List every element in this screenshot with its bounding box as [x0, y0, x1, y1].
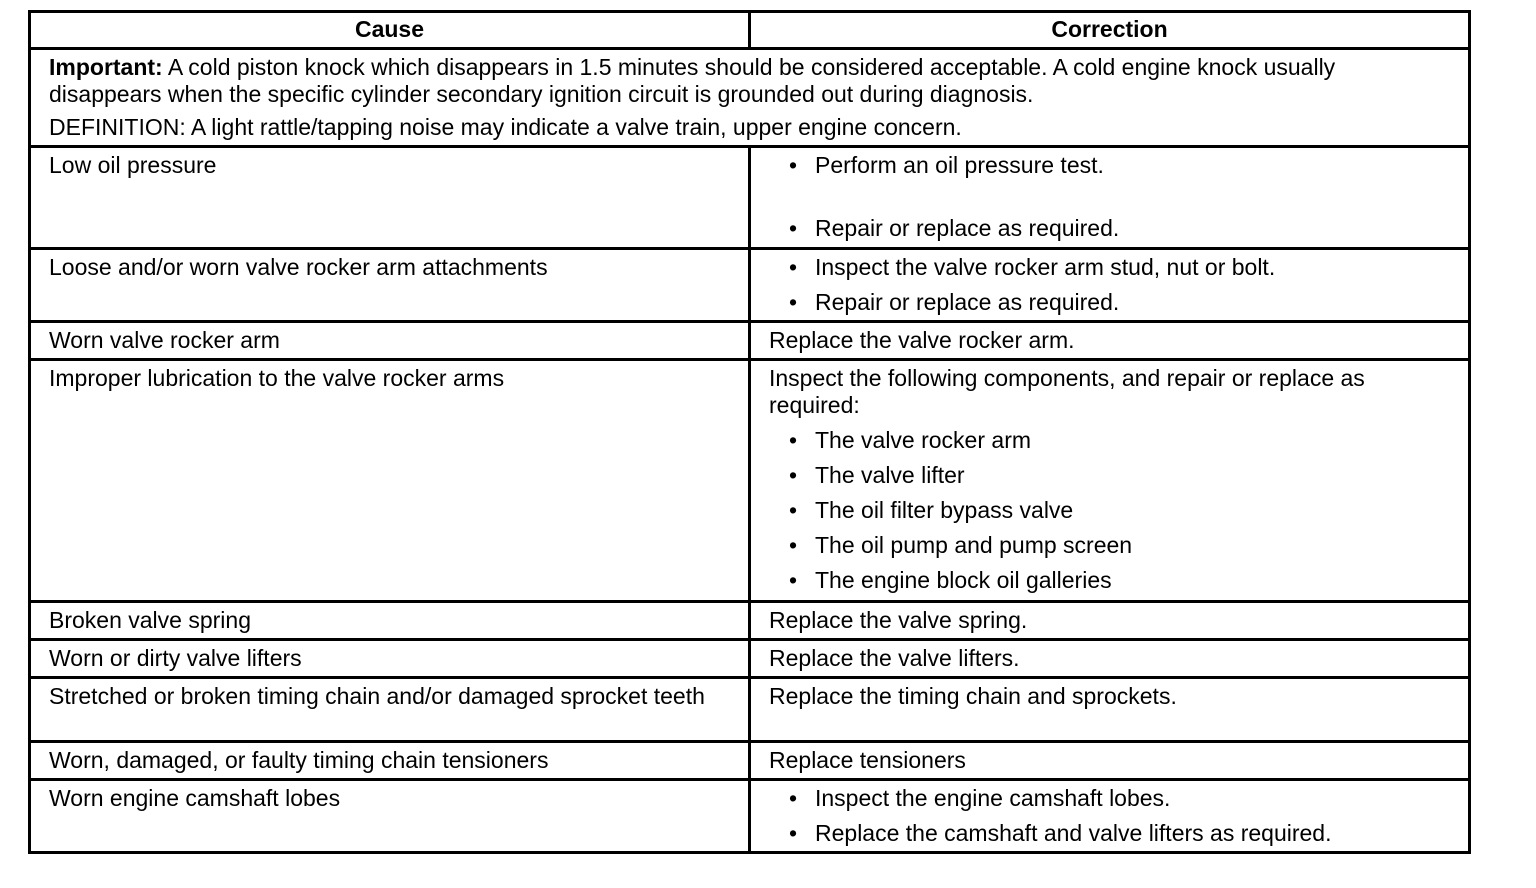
table-row [30, 602, 1470, 640]
bullet-list [769, 785, 1450, 847]
diagnosis-table [28, 10, 1471, 854]
important-note [49, 54, 1450, 108]
cause-cell: Stretched or broken timing chain and/or damaged sprocket teeth [30, 678, 750, 742]
cause-cell: Worn engine camshaft lobes [30, 780, 750, 853]
cause-cell: Broken valve spring [30, 602, 750, 640]
bullet-list [769, 427, 1450, 594]
list-item: • The valve lifter [769, 462, 1450, 489]
bullet-list [769, 152, 1450, 242]
correction-cell: Replace the valve rocker arm. [750, 322, 1470, 360]
cause-cell: Worn, damaged, or faulty timing chain tensioners [30, 742, 750, 780]
list-item: • Inspect the valve rocker arm stud, nut or bolt. [769, 254, 1450, 281]
list-item: • The oil filter bypass valve [769, 497, 1450, 524]
note-row [30, 49, 1470, 147]
table-row [30, 249, 1470, 322]
correction-cell [750, 360, 1470, 602]
list-item: • Replace the camshaft and valve lifters as required. [769, 820, 1450, 847]
important-text: A cold piston knock which disappears in 1.5 minutes should be considered acceptable. A cold engine knock usually disappears when the specific cylinder secondary ignition circuit is grounded out during diagnosis. [49, 54, 1336, 107]
header-correction: Correction [750, 12, 1470, 49]
list-item: • Repair or replace as required. [769, 215, 1450, 242]
list-item: • Inspect the engine camshaft lobes. [769, 785, 1450, 812]
important-label: Important: [49, 54, 163, 80]
table-row [30, 360, 1470, 602]
list-item: • Perform an oil pressure test. [769, 152, 1450, 179]
correction-cell: Replace the timing chain and sprockets. [750, 678, 1470, 742]
list-item: • The valve rocker arm [769, 427, 1450, 454]
list-item: • The oil pump and pump screen [769, 532, 1450, 559]
table-row [30, 640, 1470, 678]
correction-cell [750, 147, 1470, 249]
cause-cell: Loose and/or worn valve rocker arm attachments [30, 249, 750, 322]
correction-cell: Replace the valve lifters. [750, 640, 1470, 678]
table-row [30, 678, 1470, 742]
bullet-list [769, 254, 1450, 316]
header-row [30, 12, 1470, 49]
cause-cell: Worn or dirty valve lifters [30, 640, 750, 678]
cause-cell: Low oil pressure [30, 147, 750, 249]
definition-note: DEFINITION: A light rattle/tapping noise may indicate a valve train, upper engine concern. [49, 114, 962, 140]
list-item: • The engine block oil galleries [769, 567, 1450, 594]
correction-cell [750, 780, 1470, 853]
note-cell [30, 49, 1470, 147]
header-cause: Cause [30, 12, 750, 49]
table-row [30, 147, 1470, 249]
table-row [30, 322, 1470, 360]
cause-cell: Improper lubrication to the valve rocker arms [30, 360, 750, 602]
table-row [30, 780, 1470, 853]
correction-cell: Replace the valve spring. [750, 602, 1470, 640]
cause-cell: Worn valve rocker arm [30, 322, 750, 360]
correction-lead: Inspect the following components, and repair or replace as required: [769, 365, 1365, 418]
correction-cell [750, 249, 1470, 322]
correction-cell: Replace tensioners [750, 742, 1470, 780]
table-row [30, 742, 1470, 780]
list-item: • Repair or replace as required. [769, 289, 1450, 316]
